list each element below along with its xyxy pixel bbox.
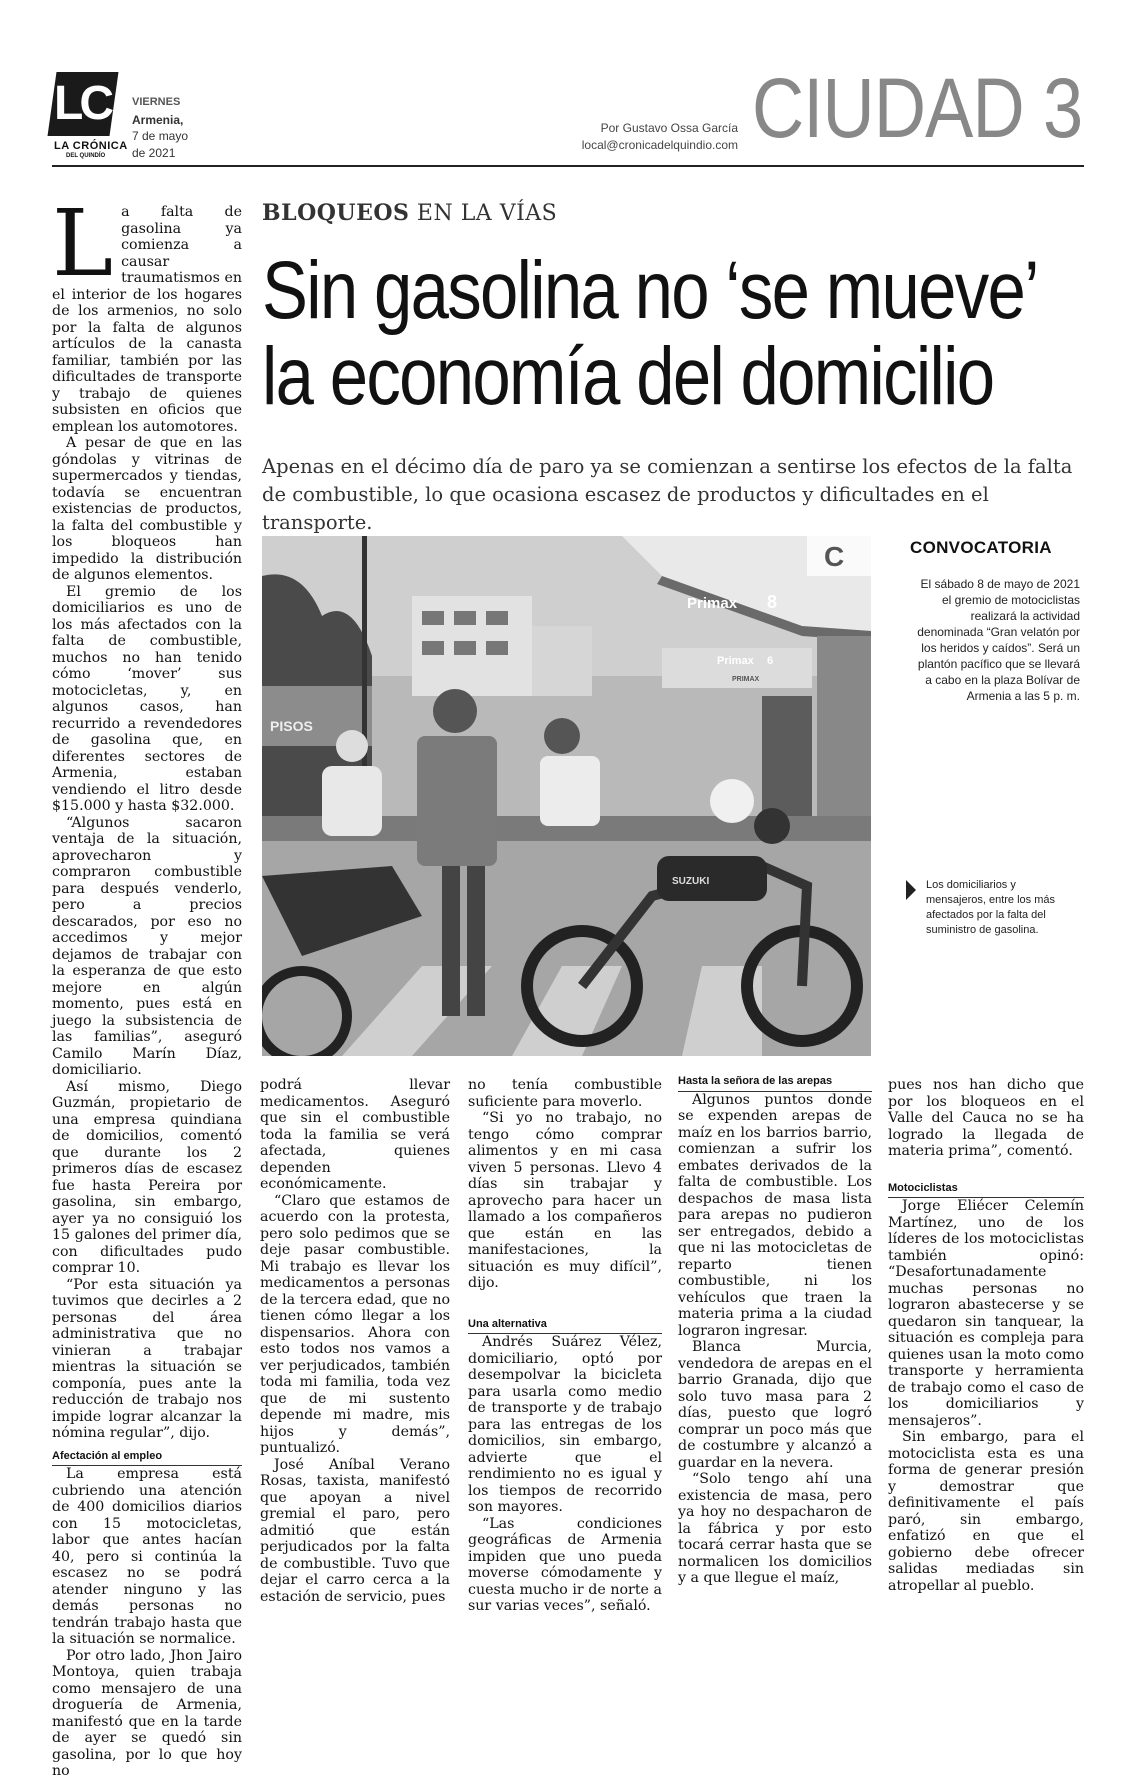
paragraph: La empresa está cubriendo una atención de 400 domicilios diarios con 15 motocicletas, labor que antes hacían 40, pero si continúa la escasez no se podrá atender ninguno y las demás personas no tendrán trabajo hasta que la situación se normalice.	[52, 1466, 242, 1647]
sidebar-title: CONVOCATORIA	[910, 538, 1052, 557]
header-rule	[52, 165, 1084, 167]
primax-sign-2: Primax	[717, 655, 754, 667]
paragraph: Sin embargo, para el motociclista esta es una forma de generar presión y demostrar que definitivamente el país paró, sin embargo, enfatizó en que el gobierno debe ofrecer salidas mediadas sin atropellar al pueblo.	[888, 1429, 1084, 1594]
author: Por Gustavo Ossa García	[600, 121, 738, 135]
date-day: VIERNES	[132, 96, 181, 108]
news-photo	[262, 536, 871, 1056]
headline-line-1: Sin gasolina no ‘se mueve’	[262, 245, 1038, 336]
sidebar-text: El sábado 8 de mayo de 2021 el gremio de motociclistas realizará la actividad denominada “Gran velatón por los heridos y caídos”. Será un plantón pacífico que se llevará a cabo en la plaza Bolívar de Armenia a las 5 p. m.	[917, 577, 1080, 703]
date-line-1: 7 de mayo	[132, 129, 189, 143]
subhead-empleo: Afectación al empleo	[52, 1448, 242, 1467]
column-4	[678, 1073, 872, 1587]
logo-subtitle: DEL QUINDÍO	[66, 153, 106, 159]
column-3	[468, 1077, 662, 1615]
paragraph: “Si yo no trabajo, no tengo cómo comprar alimentos y en mi casa viven 5 personas. Llevo 4 días sin trabajar y aprovecho para hacer un llamado a los compañeros que están en las manifestaciones, la situación es muy difícil”, dijo.	[468, 1110, 662, 1291]
subhead-arepas: Hasta la señora de las arepas	[678, 1073, 872, 1092]
kicker	[262, 200, 557, 226]
photo-caption: Los domiciliarios y mensajeros, entre los más afectados por la falta del suministro de gasolina.	[926, 879, 1055, 936]
paragraph: José Aníbal Verano Rosas, taxista, manifestó que apoyan a nivel gremial el paro, pero admitió que están perjudicados por la falta de combustible. Tuvo que dejar el carro cerca a la estación de servicio, pues	[260, 1456, 450, 1605]
deck: Apenas en el décimo día de paro ya se comienzan a sentirse los efectos de la falta de combustible, lo que ocasiona escasez de productos y dificultades en el transporte.	[262, 455, 1073, 534]
date-line-2: de 2021	[132, 146, 176, 160]
paragraph: El gremio de los domiciliarios es uno de los más afectados con la falta de combustible, muchos no han tenido cómo ‘mover’ sus motocicletas, y, en algunos casos, han recurrido a revendedores de gasolina que, en diferentes sectores de Armenia, estaban vendiendo el litro desde $15.000 y hasta $32.000.	[52, 583, 242, 814]
column-2	[260, 1077, 450, 1605]
paragraph: pues nos han dicho que por los bloqueos en el Valle del Cauca no se ha logrado la llegada de materia prima”, comentó.	[888, 1077, 1084, 1159]
primax-sign-1-number: 8	[767, 592, 778, 612]
logo-name: LA CRÓNICA	[54, 140, 128, 152]
headline-line-2: la economía del domicilio	[262, 331, 994, 422]
paragraph: podrá llevar medicamentos. Aseguró que sin el combustible toda la familia se verá afectada, quienes dependen económicamente.	[260, 1077, 450, 1192]
byline	[582, 120, 738, 154]
brand-letter: C	[824, 541, 845, 572]
small-primax-sign: PRIMAX	[732, 676, 760, 683]
author-email: local@cronicadelquindio.com	[581, 138, 738, 152]
paragraph: Blanca Murcia, vendedora de arepas en el barrio Granada, dijo que solo tuvo masa para 2 días, puesto que logró comprar un poco más que de costumbre y alcanzó a guardar en la nevera.	[678, 1339, 872, 1471]
section-title: CIUDAD 3	[752, 61, 1083, 155]
primax-sign-2-number: 6	[767, 655, 774, 667]
paragraph: a falta de gasolina ya comienza a causar traumatismos en el interior de los hogares de los armenios, no solo por la falta de algunos artículos de la canasta familiar, también por las dificultades de transporte y trabajo de quienes subsisten en oficios que emplean los automotores.	[52, 204, 242, 435]
subhead-alternativa: Una alternativa	[468, 1316, 662, 1335]
dropcap: L	[52, 190, 114, 297]
kicker-rest: EN LA VÍAS	[409, 201, 558, 226]
photo-illustration	[262, 536, 871, 1056]
subhead-motociclistas: Motociclistas	[888, 1180, 1084, 1199]
shop-sign: PISOS	[270, 718, 313, 734]
paragraph: “Las condiciones geográficas de Armenia impiden que uno pueda moverse cómodamente y cuesta mucho ir de norte a sur varias veces”, señaló.	[468, 1515, 662, 1614]
kicker-bold: BLOQUEOS	[262, 200, 410, 226]
caption-arrow-icon	[906, 880, 916, 900]
paragraph: Por otro lado, Jhon Jairo Montoya, quien trabaja como mensajero de una droguería de Armenia, manifestó que en la tarde de ayer se quedó sin gasolina, por lo que hoy no	[52, 1647, 242, 1779]
paragraph: no tenía combustible suficiente para moverlo.	[468, 1077, 662, 1110]
paragraph: Andrés Suárez Vélez, domiciliario, optó por desempolvar la bicicleta para usarla como medio de transporte y de trabajo para las entregas de los domicilios, sin embargo, advierte que el rendimiento no es igual y los tiempos de recorrido son mayores.	[468, 1334, 662, 1515]
date-city: Armenia,	[132, 113, 184, 127]
paragraph: A pesar de que en las góndolas y vitrinas de supermercados y tiendas, todavía se encuentran existencias de productos, la falta del combustible y los bloqueos han impedido la distribución de algunos elementos.	[52, 435, 242, 583]
headline	[262, 245, 1038, 422]
paragraph: Algunos puntos donde se expenden arepas de maíz en los barrios barrio, comienzan a sufrir los embates derivados de la falta de combustible. Los despachos de masa lista para arepas no pudieron ser entregados, debido a que ni las motocicletas de reparto tienen combustible, ni los vehículos que traen la materia prima a la ciudad lograron ingresar.	[678, 1091, 872, 1339]
column-1	[52, 190, 242, 1780]
paragraph: “Algunos sacaron ventaja de la situación, aprovecharon y compraron combustible para después venderlo, pero a precios descarados, por eso no accedimos y mejor dejamos de trabajar con la esperanza de que esto mejore en algún momento, pues está en juego la subsistencia de las familias”, aseguró Camilo Marín Díaz, domiciliario.	[52, 814, 242, 1078]
bike-brand: SUZUKI	[672, 876, 710, 887]
column-5	[888, 1077, 1084, 1594]
primax-sign-1: Primax	[687, 595, 738, 612]
paragraph: Jorge Eliécer Celemín Martínez, uno de los líderes de los motociclistas también opinó: “Desafortunadamente muchas personas no lograron abastecerse y se quedaron sin tanquear, la situación es compleja para quienes usan la moto como transporte y herramienta de trabajo como el caso de los domiciliarios y mensajeros”.	[888, 1198, 1084, 1429]
paragraph: “Por esta situación ya tuvimos que decirles a 2 personas del área administrativa que no vinieran a trabajar mientras la situación se componía, pues ante la reducción de trabajo nos impide lograr alcanzar la nómina regular”, dijo.	[52, 1276, 242, 1441]
paragraph: “Solo tengo ahí una existencia de masa, pero ya hoy no despacharon de la fábrica y por esto tocará cerrar hasta que se normalicen los domicilios y a que llegue el maíz,	[678, 1471, 872, 1586]
paragraph: “Claro que estamos de acuerdo con la protesta, pero solo pedimos que se deje pasar combustible. Mi trabajo es llevar los medicamentos a personas de la tercera edad, que no tienen cómo llegar a los dispensarios. Ahora con esto todos nos vamos a ver perjudicados, también toda mi familia, toda vez que de mi sustento depende mi madre, mis hijos y demás”, puntualizó.	[260, 1192, 450, 1456]
paragraph: Así mismo, Diego Guzmán, propietario de una empresa quindiana de domicilios, comentó que durante los 2 primeros días de escasez fue hasta Pereira por gasolina, sin embargo, ayer ya no consiguió los 15 galones del primer día, con dificultades pudo comprar 10.	[52, 1078, 242, 1276]
logo-letters: LC	[54, 77, 110, 130]
